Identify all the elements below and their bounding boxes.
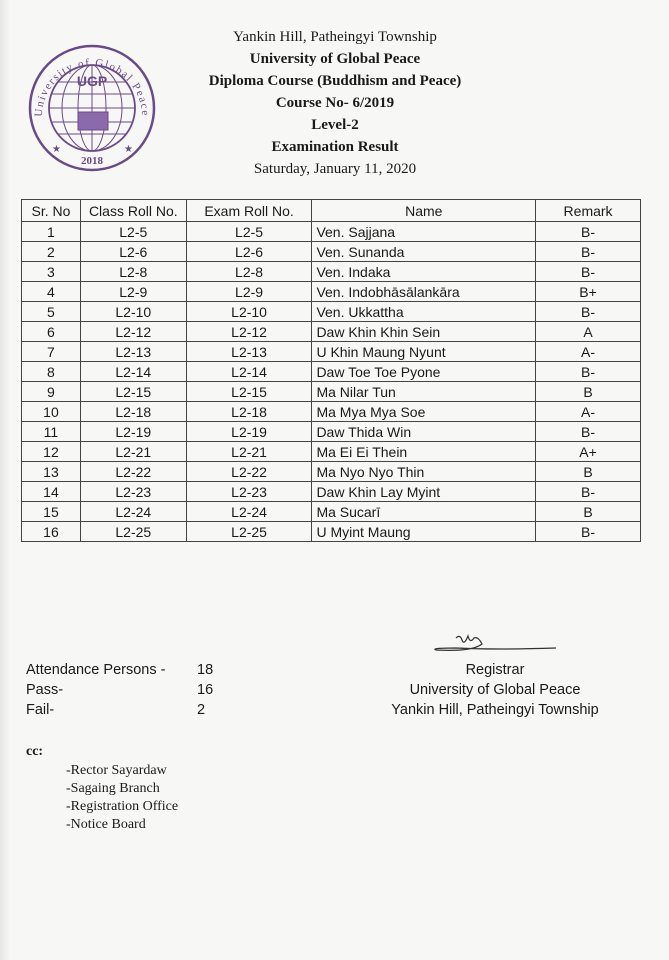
table-row xyxy=(22,262,641,282)
header-course: Diploma Course (Buddhism and Peace) xyxy=(208,73,462,89)
summary-value: 16 xyxy=(197,682,214,698)
cell-exam-roll: L2-21 xyxy=(186,442,312,462)
cell-class-roll: L2-15 xyxy=(80,382,186,402)
header-course-no: Course No- 6/2019 xyxy=(275,95,395,111)
cell-exam-roll: L2-14 xyxy=(186,362,312,382)
cell-sr-no: 15 xyxy=(22,502,81,522)
cell-exam-roll: L2-18 xyxy=(186,402,312,422)
cell-class-roll: L2-5 xyxy=(80,222,186,242)
cell-name: U Myint Maung xyxy=(312,522,536,542)
cell-name: Ven. Ukkattha xyxy=(312,302,536,322)
table-row xyxy=(22,302,641,322)
table-row xyxy=(22,322,641,342)
cell-sr-no: 1 xyxy=(22,222,81,242)
cell-exam-roll: L2-19 xyxy=(186,422,312,442)
cell-remark: B- xyxy=(536,422,641,442)
results-table xyxy=(21,199,641,542)
cell-exam-roll: L2-24 xyxy=(186,502,312,522)
cell-sr-no: 7 xyxy=(22,342,81,362)
cell-class-roll: L2-10 xyxy=(80,302,186,322)
cc-label: cc: xyxy=(26,744,44,759)
cell-class-roll: L2-6 xyxy=(80,242,186,262)
cell-class-roll: L2-8 xyxy=(80,262,186,282)
cell-class-roll: L2-19 xyxy=(80,422,186,442)
cell-sr-no: 12 xyxy=(22,442,81,462)
attendance-summary xyxy=(26,660,213,720)
cell-name: Ma Nilar Tun xyxy=(312,382,536,402)
cell-remark: B- xyxy=(536,302,641,322)
cell-name: U Khin Maung Nyunt xyxy=(312,342,536,362)
header-level: Level-2 xyxy=(311,117,359,133)
cell-remark: B- xyxy=(536,262,641,282)
table-row xyxy=(22,402,641,422)
cell-name: Ma Nyo Nyo Thin xyxy=(312,462,536,482)
table-header-row xyxy=(22,200,641,222)
cell-name: Ven. Indobhāsālankāra xyxy=(312,282,536,302)
cell-remark: B- xyxy=(536,522,641,542)
university-seal-logo xyxy=(28,44,156,172)
cell-class-roll: L2-14 xyxy=(80,362,186,382)
seal-year: 2018 xyxy=(81,155,103,167)
cell-name: Ven. Indaka xyxy=(312,262,536,282)
cell-sr-no: 5 xyxy=(22,302,81,322)
table-row xyxy=(22,462,641,482)
cell-name: Ma Sucarī xyxy=(312,502,536,522)
column-header-exam-roll: Exam Roll No. xyxy=(186,200,312,222)
cell-class-roll: L2-24 xyxy=(80,502,186,522)
cell-exam-roll: L2-22 xyxy=(186,462,312,482)
cell-sr-no: 8 xyxy=(22,362,81,382)
seal-abbreviation: UGP xyxy=(76,73,108,89)
cell-class-roll: L2-13 xyxy=(80,342,186,362)
cell-exam-roll: L2-9 xyxy=(186,282,312,302)
column-header-sr-no: Sr. No xyxy=(22,200,81,222)
cell-exam-roll: L2-8 xyxy=(186,262,312,282)
cc-recipient: -Rector Sayardaw xyxy=(66,763,167,778)
cell-name: Daw Khin Khin Sein xyxy=(312,322,536,342)
table-row xyxy=(22,342,641,362)
summary-label: Pass- xyxy=(26,682,64,698)
registrar-title: Registrar xyxy=(465,662,525,678)
summary-row xyxy=(26,660,213,680)
cell-remark: A- xyxy=(536,342,641,362)
cell-exam-roll: L2-10 xyxy=(186,302,312,322)
cell-exam-roll: L2-13 xyxy=(186,342,312,362)
cc-recipient: -Registration Office xyxy=(66,799,179,814)
cc-recipient: -Notice Board xyxy=(66,817,146,832)
cell-exam-roll: L2-25 xyxy=(186,522,312,542)
cell-remark: B- xyxy=(536,242,641,262)
table-row xyxy=(22,522,641,542)
cell-remark: A- xyxy=(536,402,641,422)
cell-sr-no: 11 xyxy=(22,422,81,442)
registrar-block xyxy=(360,660,630,720)
cell-class-roll: L2-22 xyxy=(80,462,186,482)
column-header-class-roll: Class Roll No. xyxy=(80,200,186,222)
cell-exam-roll: L2-5 xyxy=(186,222,312,242)
cell-remark: B xyxy=(536,462,641,482)
cell-class-roll: L2-23 xyxy=(80,482,186,502)
table-row xyxy=(22,502,641,522)
registrar-university: University of Global Peace xyxy=(409,682,581,698)
summary-row xyxy=(26,700,213,720)
cell-class-roll: L2-21 xyxy=(80,442,186,462)
header-title: Examination Result xyxy=(271,139,399,155)
cell-sr-no: 16 xyxy=(22,522,81,542)
cell-remark: B xyxy=(536,502,641,522)
cell-remark: A xyxy=(536,322,641,342)
seal-ring-text: University of Global Peace xyxy=(32,56,152,118)
cell-exam-roll: L2-15 xyxy=(186,382,312,402)
table-row xyxy=(22,362,641,382)
cell-sr-no: 9 xyxy=(22,382,81,402)
cell-exam-roll: L2-23 xyxy=(186,482,312,502)
cell-name: Ven. Sajjana xyxy=(312,222,536,242)
cell-remark: B- xyxy=(536,482,641,502)
cell-name: Ven. Sunanda xyxy=(312,242,536,262)
column-header-name: Name xyxy=(312,200,536,222)
cell-sr-no: 6 xyxy=(22,322,81,342)
cell-sr-no: 10 xyxy=(22,402,81,422)
cell-sr-no: 14 xyxy=(22,482,81,502)
table-row xyxy=(22,282,641,302)
summary-value: 18 xyxy=(197,662,214,678)
summary-label: Fail- xyxy=(26,702,55,718)
cell-sr-no: 13 xyxy=(22,462,81,482)
table-row xyxy=(22,442,641,462)
table-row xyxy=(22,242,641,262)
cell-sr-no: 4 xyxy=(22,282,81,302)
table-row xyxy=(22,482,641,502)
cell-name: Ma Ei Ei Thein xyxy=(312,442,536,462)
table-row xyxy=(22,422,641,442)
cell-remark: B+ xyxy=(536,282,641,302)
table-row xyxy=(22,222,641,242)
cell-name: Ma Mya Mya Soe xyxy=(312,402,536,422)
cell-remark: B- xyxy=(536,222,641,242)
document-header xyxy=(180,26,490,180)
cell-name: Daw Thida Win xyxy=(312,422,536,442)
cc-list xyxy=(26,744,178,834)
registrar-address: Yankin Hill, Patheingyi Township xyxy=(391,702,599,718)
seal-star-icon: ★ xyxy=(124,144,133,155)
cell-sr-no: 3 xyxy=(22,262,81,282)
cell-class-roll: L2-18 xyxy=(80,402,186,422)
cell-remark: A+ xyxy=(536,442,641,462)
page-edge-shadow xyxy=(0,0,10,960)
summary-label: Attendance Persons - xyxy=(26,662,166,678)
header-location: Yankin Hill, Patheingyi Township xyxy=(233,29,437,45)
cell-exam-roll: L2-12 xyxy=(186,322,312,342)
table-row xyxy=(22,382,641,402)
column-header-remark: Remark xyxy=(536,200,641,222)
cell-class-roll: L2-25 xyxy=(80,522,186,542)
cc-recipient: -Sagaing Branch xyxy=(66,781,160,796)
cell-class-roll: L2-9 xyxy=(80,282,186,302)
summary-row xyxy=(26,680,213,700)
cell-name: Daw Khin Lay Myint xyxy=(312,482,536,502)
cell-class-roll: L2-12 xyxy=(80,322,186,342)
cell-exam-roll: L2-6 xyxy=(186,242,312,262)
cell-sr-no: 2 xyxy=(22,242,81,262)
registrar-signature xyxy=(432,630,562,662)
seal-star-icon: ★ xyxy=(52,144,61,155)
cell-name: Daw Toe Toe Pyone xyxy=(312,362,536,382)
cell-remark: B xyxy=(536,382,641,402)
header-date: Saturday, January 11, 2020 xyxy=(253,161,417,177)
cell-remark: B- xyxy=(536,362,641,382)
summary-value: 2 xyxy=(197,702,206,718)
header-university: University of Global Peace xyxy=(249,51,421,67)
